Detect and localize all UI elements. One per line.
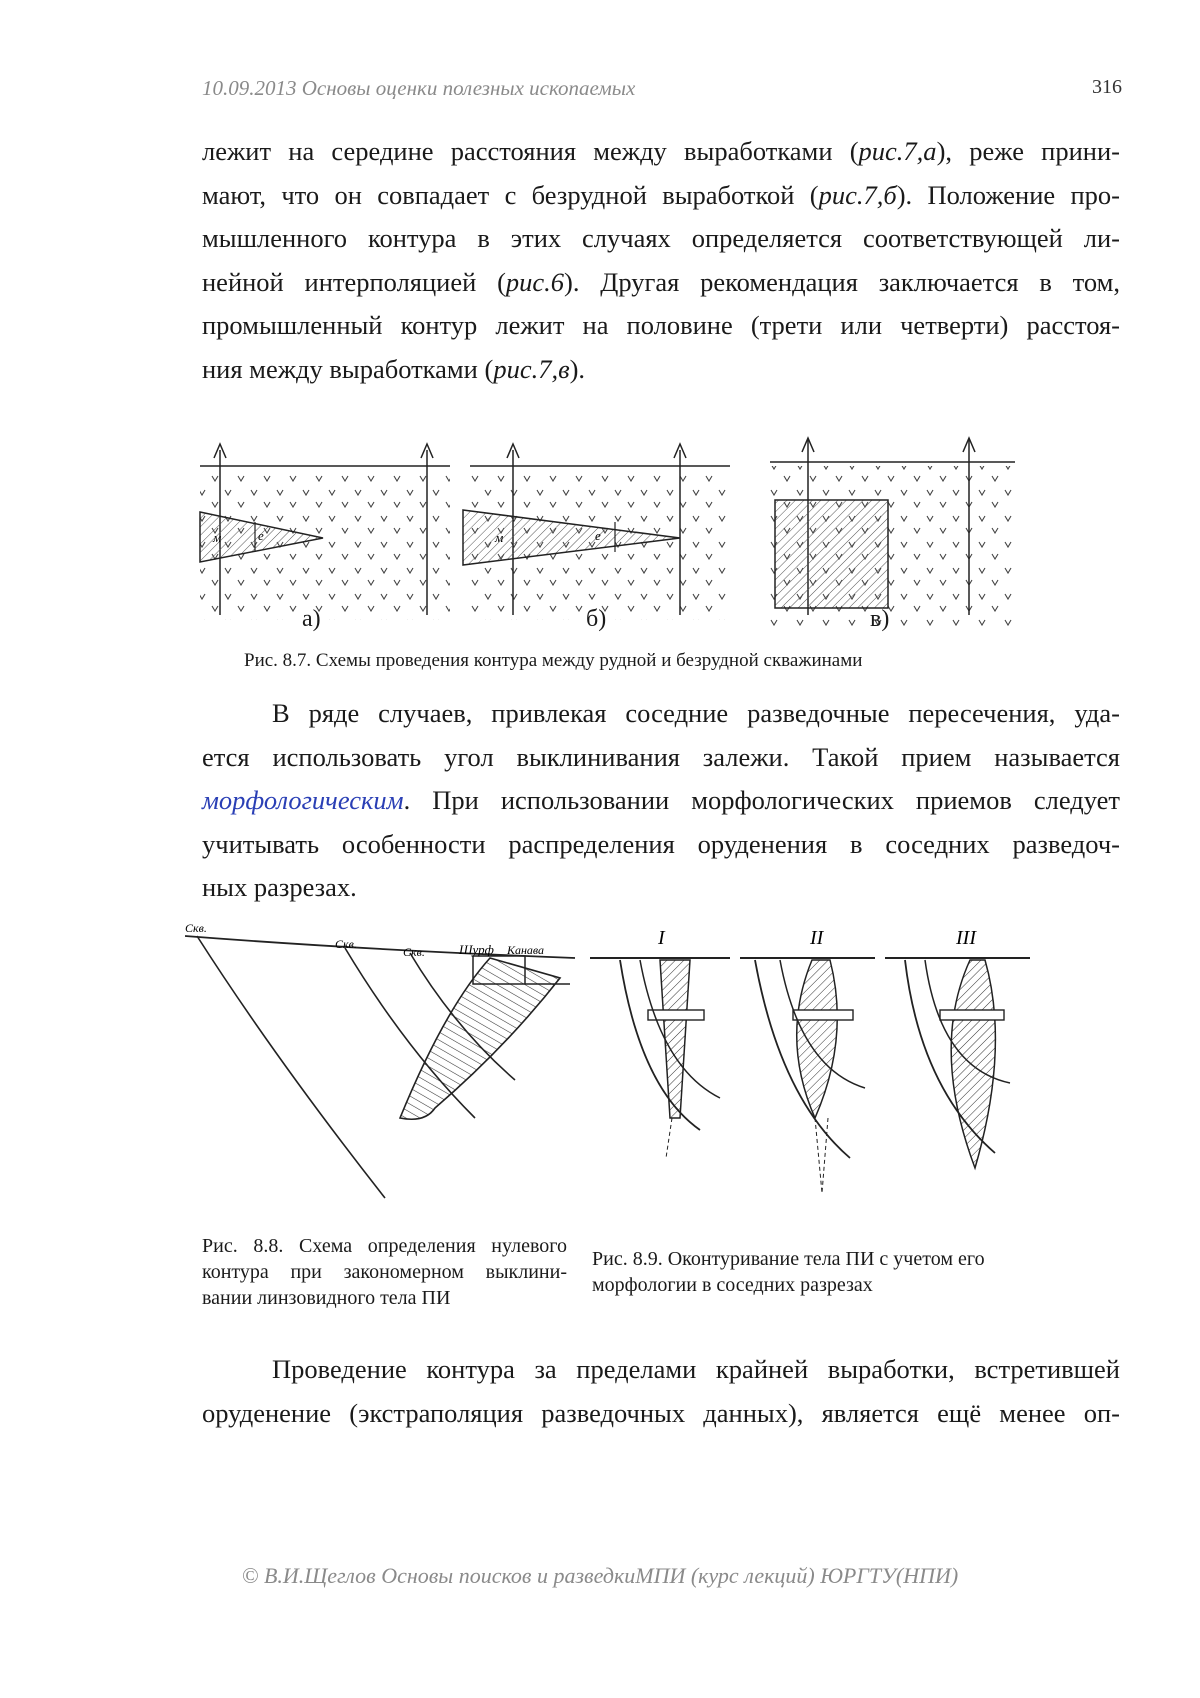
- text-line: ния между выработками (рис.7,в).: [202, 353, 586, 384]
- page-number: 316: [1092, 76, 1122, 98]
- figure-8-9-caption: [592, 1246, 1052, 1298]
- text-line: Проведение контура за пределами крайней выработки, встретившей: [272, 1354, 1120, 1384]
- page-header: [202, 76, 1122, 110]
- section-label: I: [658, 927, 665, 949]
- caption-line: вании линзовидного тела ПИ: [202, 1287, 451, 1309]
- figure-reference[interactable]: рис.7,в: [493, 353, 570, 384]
- text-line: мышленного контура в этих случаях определяется соответствующей ли-: [202, 223, 1120, 253]
- morphological-link[interactable]: морфологическим: [202, 785, 404, 815]
- text-line: лежит на середине расстояния между выработками (рис.7,а), реже прини-: [202, 136, 1120, 166]
- section-II: [740, 927, 875, 1193]
- paragraph-3: [202, 1348, 1120, 1435]
- text-line: ется использовать угол выклинивания залежи. Такой прием называется: [202, 741, 1120, 772]
- caption-line: морфологии в соседних разрезах: [592, 1274, 873, 1296]
- paragraph-1: [202, 130, 1120, 391]
- text-line: В ряде случаев, привлекая соседние разведочные пересечения, уда-: [272, 698, 1120, 728]
- skv-label: Скв.: [335, 937, 357, 951]
- shurf-label: Шурф: [459, 942, 494, 957]
- scheme-b: [463, 444, 730, 620]
- figure-reference[interactable]: рис.6: [505, 266, 565, 297]
- skv-label: Скв.: [185, 921, 207, 935]
- paragraph-2: [202, 692, 1120, 910]
- text-line: оруденение (экстраполяция разведочных данных), является ещё менее оп-: [202, 1397, 1120, 1428]
- scheme-v: [770, 438, 1015, 626]
- m-label: м: [495, 530, 504, 545]
- caption-line: Рис. 8.8. Схема определения нулевого: [202, 1235, 567, 1257]
- kanava-label: Канава: [507, 943, 545, 957]
- caption-line: Рис. 8.9. Оконтуривание тела ПИ с учетом его: [592, 1248, 985, 1270]
- text-line: промышленный контур лежит на половине (трети или четверти) расстоя-: [202, 310, 1120, 340]
- figure-8-7-caption: Рис. 8.7. Схемы проведения контура между рудной и безрудной скважинами: [244, 650, 863, 671]
- caption-line: контура при закономерном выклини-: [202, 1261, 567, 1283]
- e-label: е: [595, 528, 601, 543]
- figure-reference[interactable]: рис.7,а: [858, 136, 937, 166]
- section-III: [885, 927, 1030, 1168]
- section-label: III: [956, 927, 976, 949]
- figure-8-7: [195, 430, 1095, 660]
- text-line: нейной интерполяцией (рис.6). Другая рекомендация заключается в том,: [202, 266, 1120, 297]
- section-I: [590, 927, 730, 1158]
- figure-8-8: [185, 918, 585, 1208]
- label-v: в): [870, 606, 890, 632]
- e-label: е: [258, 528, 264, 543]
- text-line: мают, что он совпадает с безрудной выработкой (рис.7,б). Положение про-: [202, 179, 1121, 210]
- section-label: II: [810, 927, 824, 949]
- scheme-a: [200, 444, 450, 620]
- header-title: 10.09.2013 Основы оценки полезных ископаемых: [202, 76, 636, 100]
- text-line: морфологическим. При использовании морфологических приемов следует: [202, 785, 1120, 815]
- text-line: учитывать особенности распределения оруденения в соседних разведоч-: [202, 828, 1120, 859]
- m-label: м: [213, 530, 222, 545]
- figure-8-9: [590, 918, 1060, 1208]
- text-line: ных разрезах.: [202, 872, 357, 902]
- figure-8-8-caption: [202, 1233, 567, 1311]
- label-a: а): [302, 606, 321, 632]
- label-b: б): [586, 606, 607, 632]
- figure-reference[interactable]: рис.7,б: [818, 179, 897, 210]
- skv-label: Скв.: [403, 945, 425, 959]
- page-footer: © В.И.Щеглов Основы поисков и разведкиМПИ (курс лекций) ЮРГТУ(НПИ): [241, 1563, 959, 1588]
